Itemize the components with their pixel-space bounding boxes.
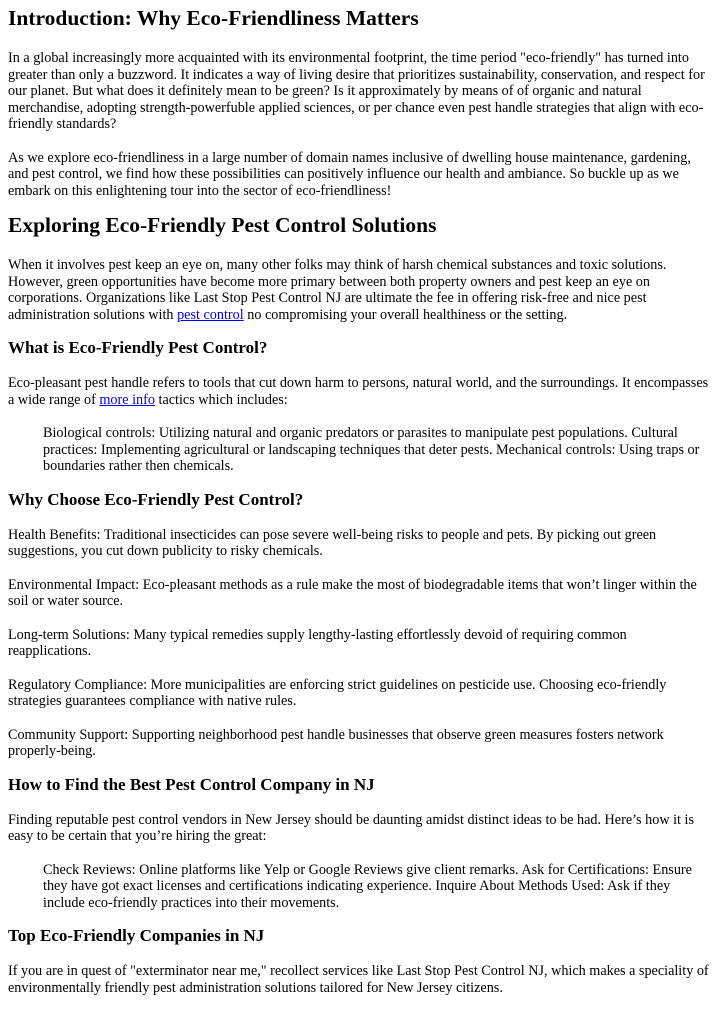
- community-support-paragraph: Community Support: Supporting neighborhood pest handle businesses that observe green measures fosters network properly-being.: [8, 726, 664, 759]
- top-companies-paragraph: If you are in quest of "exterminator near me," recollect services like Last Stop Pest Control NJ, which makes a speciality of environmentally friendly pest administration solutions tailored for New Jersey citizens.: [8, 963, 709, 996]
- health-benefits-paragraph: Health Benefits: Traditional insecticides can pose severe well-being risks to people and pets. By picking out green suggestions, you cut down publicity to risky chemicals.: [8, 526, 657, 559]
- tactics-blockquote: Biological controls: Utilizing natural and organic predators or parasites to manipulate pest populations. Cultural practices: Implementing agricultural or landscaping techniques that deter pests. Mechanical controls: Using traps or boundaries rather then chemicals.: [43, 425, 700, 474]
- how-to-find-paragraph: Finding reputable pest control vendors in New Jersey should be daunting amidst distinct ideas to be had. Here’s how it is easy to be certain that you’re hiring the great:: [8, 811, 695, 844]
- hiring-tips-blockquote: Check Reviews: Online platforms like Yelp or Google Reviews give client remarks. Ask for Certifications: Ensure they have got exact licenses and certifications indicating experience. Inquire About Methods Used: Ask if they include eco-friendly practices into their movements.: [43, 861, 692, 911]
- intro-heading: Introduction: Why Eco-Friendliness Matters: [8, 6, 419, 30]
- what-is-text-before-link: Eco-pleasant pest handle refers to tools that cut down harm to persons, natural world, and the surroundings. It encompasses a wide range of: [8, 375, 709, 408]
- what-is-text-after-link: tactics which includes:: [154, 391, 288, 408]
- what-is-heading: What is Eco-Friendly Pest Control?: [8, 338, 268, 357]
- more-info-link[interactable]: more info: [99, 391, 155, 408]
- why-choose-heading: Why Choose Eco-Friendly Pest Control?: [8, 489, 304, 509]
- environmental-impact-paragraph: Environmental Impact: Eco-pleasant methods as a rule make the most of biodegradable items that won’t linger within the soil or water source.: [8, 576, 697, 609]
- exploring-heading: Exploring Eco-Friendly Pest Control Solutions: [8, 213, 437, 237]
- what-is-paragraph: [8, 375, 713, 408]
- intro-paragraph-1: In a global increasingly more acquainted with its environmental footprint, the time period "eco-friendly" has turned into greater than only a buzzword. It indicates a way of living desire that prioritizes sustainability, conservation, and respect for our planet. But what does it definitely mean to be green? Is it approximately by means of of organic and natural merchandise, adopting strength-powerfuble applied sciences, or per chance even pest handle strategies that align with eco-friendly standards?: [8, 50, 705, 132]
- how-to-find-heading: How to Find the Best Pest Control Company in NJ: [8, 774, 375, 794]
- pest-control-link[interactable]: pest control: [177, 306, 244, 323]
- regulatory-compliance-paragraph: Regulatory Compliance: More municipalities are enforcing strict guidelines on pesticide use. Choosing eco-friendly strategies guarantees compliance with native rules.: [8, 676, 667, 709]
- long-term-solutions-paragraph: Long-term Solutions: Many typical remedies supply lengthy-lasting effortlessly devoid of requiring common reapplications.: [8, 626, 627, 659]
- exploring-paragraph: [8, 257, 713, 323]
- intro-paragraph-2: As we explore eco-friendliness in a large number of domain names inclusive of dwelling house maintenance, gardening, and pest control, we find how these possibilities can positively influence our health and ambiance. So buckle up as we embark on this enlightening tour into the sector of eco-friendliness!: [8, 149, 691, 199]
- article: [0, 6, 720, 996]
- top-companies-heading: Top Eco-Friendly Companies in NJ: [8, 926, 265, 945]
- exploring-text-before-link: When it involves pest keep an eye on, many other folks may think of harsh chemical substances and toxic solutions. However, green opportunities have become more primary between both property owners and pest keep an eye on corporations. Organizations like Last Stop Pest Control NJ are ultimate the fee in offering risk-free and nice pest administration solutions with: [8, 257, 667, 323]
- exploring-text-after-link: no compromising your overall healthiness or the setting.: [243, 306, 568, 323]
